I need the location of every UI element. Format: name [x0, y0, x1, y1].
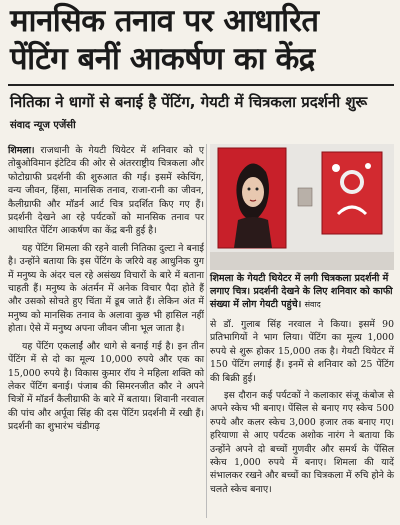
headline-line-1: मानसिक तनाव पर आधारित [10, 3, 319, 39]
dateline: शिमला। [8, 145, 35, 156]
subheadline: नितिका ने धागों से बनाई है पेंटिंग, गेयटी में चित्रकला प्रदर्शनी शुरू [10, 93, 368, 111]
headline-divider [8, 84, 394, 86]
photo-caption-text: शिमला के गेयटी थियेटर में लगी चित्रकला प्रदर्शनी में लगाए चित्र। प्रदर्शनी देखने के लिए शनिवार को काफी संख्या में लोग गेयटी पहुंचे। [210, 273, 393, 310]
red-abstract-painting [322, 152, 382, 234]
photo-caption [210, 272, 394, 311]
paragraph-2: यह पेंटिंग शिमला की रहने वाली नितिका दुल्टा ने बनाई है। उन्होंने बताया कि इस पेंटिंग के जरिये वह आधुनिक युग में मनुष्य के अंदर चल रहे असंख्य विचारों के बारे में बताना चाहती हैं। मनुष्य के अंतर्मन में अनेक विचार पैदा होते हैं और उसको सोचते हुए चिंता में डूब जाते हैं। लेकिन अंत में मनुष्य को मानसिक तनाव के अलावा कुछ भी हासिल नहीं होता। ऐसे में मनुष्य अपना जीवन जीना भूल जाता है। [8, 242, 204, 335]
column-divider [206, 144, 207, 518]
paragraph-3: यह पेंटिंग एकलाईं और धागे से बनाई गई है। इन तीन पेंटिंग में से दो का मूल्य 10,000 रुपये और एक का 15,000 रुपये है। विकास कुमार रॉय ने महिला शक्ति को लेकर पेंटिंग बनाई। पंजाब की सिमरनजीत कौर ने अपने चित्रों में मॉडर्न कैलीग्राफी के बारे में बताया। शिवानी नरवाल की पांच और अर्पूवा सिंह की दस पेंटिंग प्रदर्शनी में रखी हैं। प्रदर्शनी का शुभारंभ चंडीगढ़ [8, 340, 204, 433]
byline: संवाद न्यूज एजेंसी [10, 120, 76, 131]
paragraph-1 [8, 144, 204, 238]
photo-credit: संवाद [304, 300, 321, 309]
right-column [210, 318, 394, 500]
left-column [8, 144, 204, 438]
photo-image [210, 144, 394, 270]
paragraph-4: से डॉ. गुलाब सिंह नरवाल ने किया। इसमें 90 प्रतिभागियों ने भाग लिया। पेंटिंग का मूल्य 1,000 रुपये से शुरू होकर 15,000 तक है। गेयटी थियेटर में 150 पेंटिंग लगाई हैं। इनमें से शनिवार को 25 पेंटिंग की बिक्री हुई। [210, 319, 394, 384]
red-portrait-painting [218, 148, 286, 248]
headline [10, 2, 395, 78]
paragraph-1-text: राजधानी के गेयटी थियेटर में शनिवार को ए तोबुओविमान इंटेटिव की ओर से अंतरराष्ट्रीय चित्रकला और फोटोग्राफी प्रदर्शनी की शुरुआत की गई। इसमें स्केचिंग, वन्य जीवन, हिंसा, मानसिक तनाव, राजा-रानी का जीवन, कैलीग्राफी और मॉडर्न आर्ट चित्र प्रदर्शित किए गए हैं। प्रदर्शनी देखने आ रहे पर्यटकों को मानसिक तनाव पर आधारित पेंटिंग आकर्षण का केंद्र बनी हुई है। [8, 145, 204, 237]
headline-line-2: पेंटिंग बनीं आकर्षण का केंद्र [10, 41, 315, 77]
paragraph-5: इस दौरान कई पर्यटकों ने कलाकार संजू कंबोज से अपने स्केच भी बनाए। पेंसिल से बनाए गए स्केच 500 रुपये और कलर स्केच 3,000 हजार तक बनाए गए। हरियाणा से आए पर्यटक अशोक नारंग ने बताया कि उन्होंने अपने दो बच्चों गुणवीर और समर्थ के पेंसिल स्केच 1,000 रुपये में बनाए। शिमला की यादें संभालकर रखने और बच्चों का चित्रकला में रुचि होने के चलते स्केच बनाए। [210, 390, 394, 495]
exhibition-photo [210, 144, 394, 270]
